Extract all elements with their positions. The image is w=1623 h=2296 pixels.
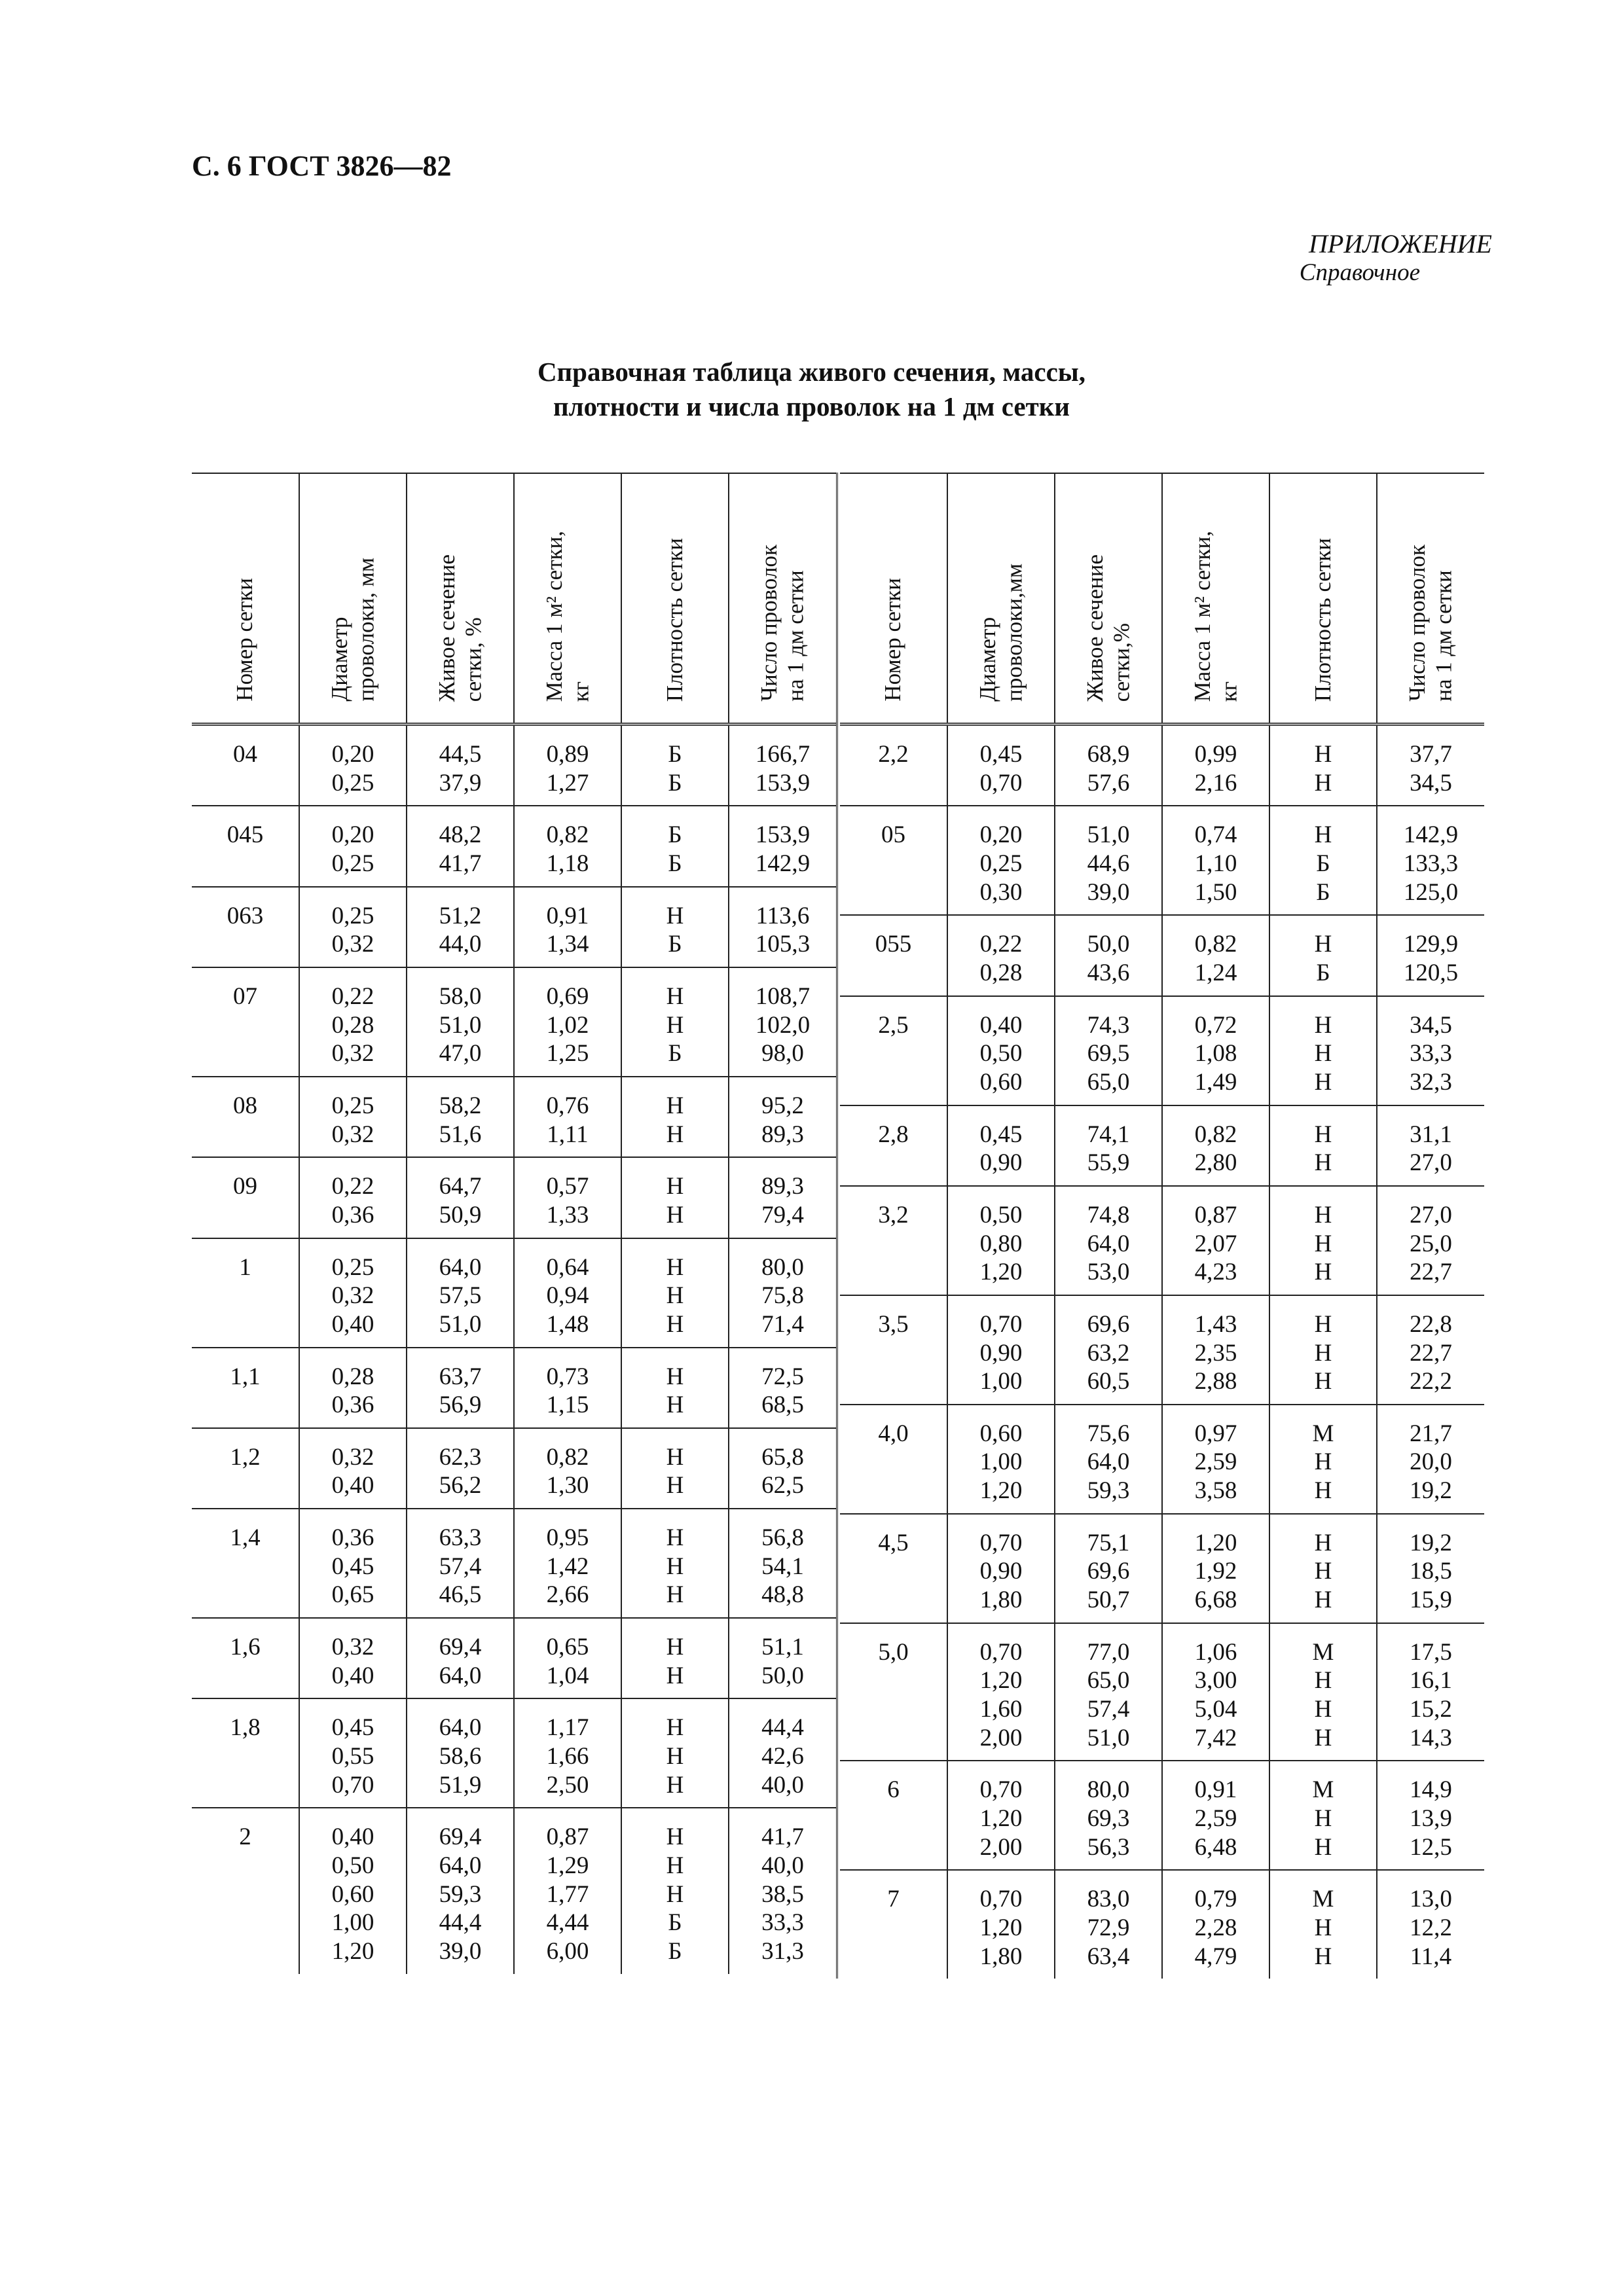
mesh-number-cell: 04	[233, 741, 257, 768]
table-row	[840, 1405, 1484, 1514]
wire-diameter-cell: 0,22 0,28 0,32	[299, 967, 407, 1077]
wire-diameter-cell: 0,28 0,36	[299, 1348, 407, 1428]
wire-count-cell: 80,0 75,8 71,4	[729, 1238, 836, 1348]
open-area-cell: 44,5 37,9	[407, 725, 514, 806]
mass-cell: 0,99 2,16	[1162, 725, 1269, 806]
mesh-number-cell: 05	[840, 806, 947, 915]
open-area-cell: 69,4 64,0	[407, 1618, 514, 1698]
mesh-number-cell: 1	[192, 1238, 299, 1348]
open-area-cell: 83,0 72,9 63,4	[1055, 1870, 1162, 1979]
open-area-cell: 69,4 64,0 59,3 44,4 39,0	[407, 1808, 514, 1973]
wire-count-cell: 65,8 62,5	[729, 1428, 836, 1509]
table-row	[192, 1808, 836, 1973]
wire-count-cell: 41,7 40,0 38,5 33,3 31,3	[729, 1808, 836, 1973]
mesh-number-cell: 1,2	[192, 1428, 299, 1509]
open-area-cell: 68,9 57,6	[1055, 725, 1162, 806]
mass-cell: 0,72 1,08 1,49	[1162, 996, 1269, 1105]
wire-count-cell: 44,4 42,6 40,0	[729, 1698, 836, 1808]
table-row	[840, 1870, 1484, 1979]
open-area-cell: 64,7 50,9	[407, 1157, 514, 1238]
table-row	[840, 806, 1484, 915]
open-area-cell: 75,6 64,0 59,3	[1055, 1405, 1162, 1514]
mesh-number-cell: 7	[840, 1870, 947, 1979]
table-row	[192, 1698, 836, 1808]
density-cell: М Н Н	[1269, 1761, 1377, 1870]
col-header-mesh-number: Номер сетки	[840, 473, 947, 725]
density-cell: Н Н Н	[621, 1698, 729, 1808]
open-area-cell: 80,0 69,3 56,3	[1055, 1761, 1162, 1870]
mesh-number-cell: 063	[192, 887, 299, 967]
col-header-mass: Масса 1 м² сетки, кг	[1162, 473, 1269, 725]
col-header-wire-count: Число проволок на 1 дм сетки	[1377, 473, 1484, 725]
wire-diameter-cell: 0,70 1,20 1,80	[947, 1870, 1055, 1979]
col-header-open-area: Живое сечение сетки,%	[1055, 473, 1162, 725]
mesh-number-cell: 1,4	[192, 1509, 299, 1618]
mesh-number-cell: 2,5	[840, 996, 947, 1105]
mesh-number-cell: 09	[192, 1157, 299, 1238]
mesh-number-cell: 2,2	[878, 741, 909, 768]
mesh-number-cell: 3,2	[840, 1186, 947, 1295]
reference-tables	[192, 473, 1484, 1979]
wire-diameter-cell: 0,22 0,36	[299, 1157, 407, 1238]
wire-count-cell: 95,2 89,3	[729, 1077, 836, 1157]
left-table	[192, 473, 836, 1974]
density-cell: Н Б Б	[1269, 806, 1377, 915]
wire-diameter-cell: 0,45 0,70	[947, 725, 1055, 806]
density-cell: Н Н Н	[1269, 996, 1377, 1105]
mesh-number-cell: 1,1	[192, 1348, 299, 1428]
wire-diameter-cell: 0,70 1,20 1,60 2,00	[947, 1623, 1055, 1761]
wire-count-cell: 51,1 50,0	[729, 1618, 836, 1698]
open-area-cell: 74,1 55,9	[1055, 1105, 1162, 1186]
wire-count-cell: 19,2 18,5 15,9	[1377, 1514, 1484, 1623]
wire-count-cell: 113,6 105,3	[729, 887, 836, 967]
wire-diameter-cell: 0,70 0,90 1,80	[947, 1514, 1055, 1623]
wire-diameter-cell: 0,25 0,32	[299, 1077, 407, 1157]
mesh-number-cell: 08	[192, 1077, 299, 1157]
mesh-number-cell: 3,5	[840, 1295, 947, 1405]
open-area-cell: 75,1 69,6 50,7	[1055, 1514, 1162, 1623]
wire-count-cell: 17,5 16,1 15,2 14,3	[1377, 1623, 1484, 1761]
table-row	[192, 1238, 836, 1348]
wire-count-cell: 142,9 133,3 125,0	[1377, 806, 1484, 915]
mesh-number-cell: 2,8	[840, 1105, 947, 1186]
open-area-cell: 64,0 57,5 51,0	[407, 1238, 514, 1348]
wire-count-cell: 72,5 68,5	[729, 1348, 836, 1428]
mass-cell: 0,82 1,24	[1162, 915, 1269, 996]
table-row	[840, 915, 1484, 996]
density-cell: Н Н Н	[621, 1509, 729, 1618]
wire-count-cell: 21,7 20,0 19,2	[1377, 1405, 1484, 1514]
density-cell: М Н Н Н	[1269, 1623, 1377, 1761]
wire-diameter-cell: 0,32 0,40	[299, 1428, 407, 1509]
open-area-cell: 63,3 57,4 46,5	[407, 1509, 514, 1618]
table-row	[192, 1077, 836, 1157]
mass-cell: 0,64 0,94 1,48	[514, 1238, 621, 1348]
page-header: С. 6 ГОСТ 3826—82	[192, 150, 452, 182]
density-cell: Н Н	[621, 1428, 729, 1509]
wire-diameter-cell: 0,25 0,32	[299, 887, 407, 967]
density-cell: М Н Н	[1269, 1405, 1377, 1514]
mesh-number-cell: 2	[192, 1808, 299, 1973]
open-area-cell: 51,2 44,0	[407, 887, 514, 967]
wire-count-cell: 37,7 34,5	[1377, 725, 1484, 806]
density-cell: Н Н	[621, 1157, 729, 1238]
table-row	[192, 1428, 836, 1509]
table-row	[192, 1348, 836, 1428]
open-area-cell: 63,7 56,9	[407, 1348, 514, 1428]
wire-diameter-cell: 0,20 0,25	[299, 806, 407, 886]
density-cell: Н Н Н	[621, 1238, 729, 1348]
wire-count-cell: 14,9 13,9 12,5	[1377, 1761, 1484, 1870]
mass-cell: 0,91 1,34	[514, 887, 621, 967]
table-row	[840, 725, 1484, 806]
mesh-number-cell: 07	[192, 967, 299, 1077]
wire-count-cell: 153,9 142,9	[729, 806, 836, 886]
wire-diameter-cell: 0,22 0,28	[947, 915, 1055, 996]
mesh-number-cell: 045	[192, 806, 299, 886]
wire-diameter-cell: 0,32 0,40	[299, 1618, 407, 1698]
table-row	[192, 887, 836, 967]
left-table-wrapper	[192, 473, 836, 1974]
mass-cell: 0,57 1,33	[514, 1157, 621, 1238]
wire-diameter-cell: 0,40 0,50 0,60	[947, 996, 1055, 1105]
mass-cell: 0,74 1,10 1,50	[1162, 806, 1269, 915]
col-header-wire-diameter: Диаметр проволоки, мм	[299, 473, 407, 725]
col-header-density: Плотность сетки	[1269, 473, 1377, 725]
table-row	[840, 1761, 1484, 1870]
density-cell: Н Н	[621, 1077, 729, 1157]
mass-cell: 1,43 2,35 2,88	[1162, 1295, 1269, 1405]
wire-diameter-cell: 0,60 1,00 1,20	[947, 1405, 1055, 1514]
mass-cell: 0,82 1,18	[514, 806, 621, 886]
mass-cell: 0,87 1,29 1,77 4,44 6,00	[514, 1808, 621, 1973]
appendix-label-block	[1299, 229, 1492, 287]
mesh-number-cell: 5,0	[840, 1623, 947, 1761]
mass-cell: 1,20 1,92 6,68	[1162, 1514, 1269, 1623]
density-cell: Б Б	[621, 725, 729, 806]
density-cell: Н Б	[1269, 915, 1377, 996]
mass-cell: 0,87 2,07 4,23	[1162, 1186, 1269, 1295]
mass-cell: 0,91 2,59 6,48	[1162, 1761, 1269, 1870]
open-area-cell: 50,0 43,6	[1055, 915, 1162, 996]
mesh-number-cell: 1,8	[192, 1698, 299, 1808]
left-table-body	[192, 725, 836, 1974]
col-header-mass: Масса 1 м² сетки, кг	[514, 473, 621, 725]
table-title-line-2: плотности и числа проволок на 1 дм сетки	[553, 391, 1070, 422]
mass-cell: 0,82 2,80	[1162, 1105, 1269, 1186]
appendix-sublabel: Справочное	[1299, 259, 1420, 286]
wire-count-cell: 108,7 102,0 98,0	[729, 967, 836, 1077]
wire-count-cell: 13,0 12,2 11,4	[1377, 1870, 1484, 1979]
table-row	[192, 967, 836, 1077]
table-title-line-1: Справочная таблица живого сечения, массы,	[537, 357, 1086, 387]
density-cell: Н Н	[621, 1348, 729, 1428]
col-header-open-area: Живое сечение сетки, %	[407, 473, 514, 725]
wire-count-cell: 31,1 27,0	[1377, 1105, 1484, 1186]
density-cell: Н Н Н Б Б	[621, 1808, 729, 1973]
density-cell: М Н Н	[1269, 1870, 1377, 1979]
wire-count-cell: 89,3 79,4	[729, 1157, 836, 1238]
table-row	[192, 1618, 836, 1698]
right-table-header-row	[840, 473, 1484, 725]
open-area-cell: 51,0 44,6 39,0	[1055, 806, 1162, 915]
wire-count-cell: 27,0 25,0 22,7	[1377, 1186, 1484, 1295]
table-row	[840, 996, 1484, 1105]
density-cell: Н Н Б	[621, 967, 729, 1077]
table-row	[192, 725, 836, 806]
right-table-wrapper	[836, 473, 1484, 1979]
open-area-cell: 62,3 56,2	[407, 1428, 514, 1509]
right-table	[840, 473, 1484, 1979]
mass-cell: 0,89 1,27	[514, 725, 621, 806]
col-header-wire-diameter: Диаметр проволоки,мм	[947, 473, 1055, 725]
mass-cell: 1,06 3,00 5,04 7,42	[1162, 1623, 1269, 1761]
wire-diameter-cell: 0,70 0,90 1,00	[947, 1295, 1055, 1405]
mass-cell: 0,76 1,11	[514, 1077, 621, 1157]
wire-diameter-cell: 0,45 0,90	[947, 1105, 1055, 1186]
mass-cell: 0,97 2,59 3,58	[1162, 1405, 1269, 1514]
mass-cell: 0,65 1,04	[514, 1618, 621, 1698]
density-cell: Н Н Н	[1269, 1514, 1377, 1623]
mass-cell: 0,73 1,15	[514, 1348, 621, 1428]
col-header-wire-count: Число проволок на 1 дм сетки	[729, 473, 836, 725]
table-row	[192, 1509, 836, 1618]
wire-count-cell: 22,8 22,7 22,2	[1377, 1295, 1484, 1405]
wire-diameter-cell: 0,45 0,55 0,70	[299, 1698, 407, 1808]
wire-count-cell: 129,9 120,5	[1377, 915, 1484, 996]
mesh-number-cell: 4,5	[840, 1514, 947, 1623]
open-area-cell: 64,0 58,6 51,9	[407, 1698, 514, 1808]
mass-cell: 0,82 1,30	[514, 1428, 621, 1509]
wire-diameter-cell: 0,20 0,25 0,30	[947, 806, 1055, 915]
wire-diameter-cell: 0,70 1,20 2,00	[947, 1761, 1055, 1870]
density-cell: Н Н	[1269, 1105, 1377, 1186]
density-cell: Н Н Н	[1269, 1295, 1377, 1405]
open-area-cell: 74,8 64,0 53,0	[1055, 1186, 1162, 1295]
table-row	[840, 1514, 1484, 1623]
mesh-number-cell: 6	[840, 1761, 947, 1870]
table-title	[0, 355, 1623, 425]
mesh-number-cell: 055	[840, 915, 947, 996]
table-row	[840, 1186, 1484, 1295]
mesh-number-cell: 4,0	[840, 1405, 947, 1514]
open-area-cell: 69,6 63,2 60,5	[1055, 1295, 1162, 1405]
density-cell: Н Н	[621, 1618, 729, 1698]
wire-count-cell: 34,5 33,3 32,3	[1377, 996, 1484, 1105]
table-row	[840, 1295, 1484, 1405]
wire-diameter-cell: 0,25 0,32 0,40	[299, 1238, 407, 1348]
col-header-mesh-number: Номер сетки	[192, 473, 299, 725]
wire-diameter-cell: 0,50 0,80 1,20	[947, 1186, 1055, 1295]
open-area-cell: 77,0 65,0 57,4 51,0	[1055, 1623, 1162, 1761]
table-row	[840, 1623, 1484, 1761]
table-row	[840, 1105, 1484, 1186]
table-row	[192, 806, 836, 886]
density-cell: Н Н	[1269, 725, 1377, 806]
density-cell: Н Б	[621, 887, 729, 967]
left-table-header-row	[192, 473, 836, 725]
open-area-cell: 58,0 51,0 47,0	[407, 967, 514, 1077]
wire-diameter-cell: 0,20 0,25	[299, 725, 407, 806]
right-table-body	[840, 725, 1484, 1979]
open-area-cell: 74,3 69,5 65,0	[1055, 996, 1162, 1105]
wire-diameter-cell: 0,36 0,45 0,65	[299, 1509, 407, 1618]
open-area-cell: 58,2 51,6	[407, 1077, 514, 1157]
mesh-number-cell: 1,6	[192, 1618, 299, 1698]
mass-cell: 1,17 1,66 2,50	[514, 1698, 621, 1808]
mass-cell: 0,95 1,42 2,66	[514, 1509, 621, 1618]
wire-count-cell: 56,8 54,1 48,8	[729, 1509, 836, 1618]
appendix-label: ПРИЛОЖЕНИЕ	[1309, 229, 1492, 259]
wire-diameter-cell: 0,40 0,50 0,60 1,00 1,20	[299, 1808, 407, 1973]
mass-cell: 0,79 2,28 4,79	[1162, 1870, 1269, 1979]
table-row	[192, 1157, 836, 1238]
wire-count-cell: 166,7 153,9	[729, 725, 836, 806]
col-header-density: Плотность сетки	[621, 473, 729, 725]
mass-cell: 0,69 1,02 1,25	[514, 967, 621, 1077]
density-cell: Б Б	[621, 806, 729, 886]
open-area-cell: 48,2 41,7	[407, 806, 514, 886]
density-cell: Н Н Н	[1269, 1186, 1377, 1295]
